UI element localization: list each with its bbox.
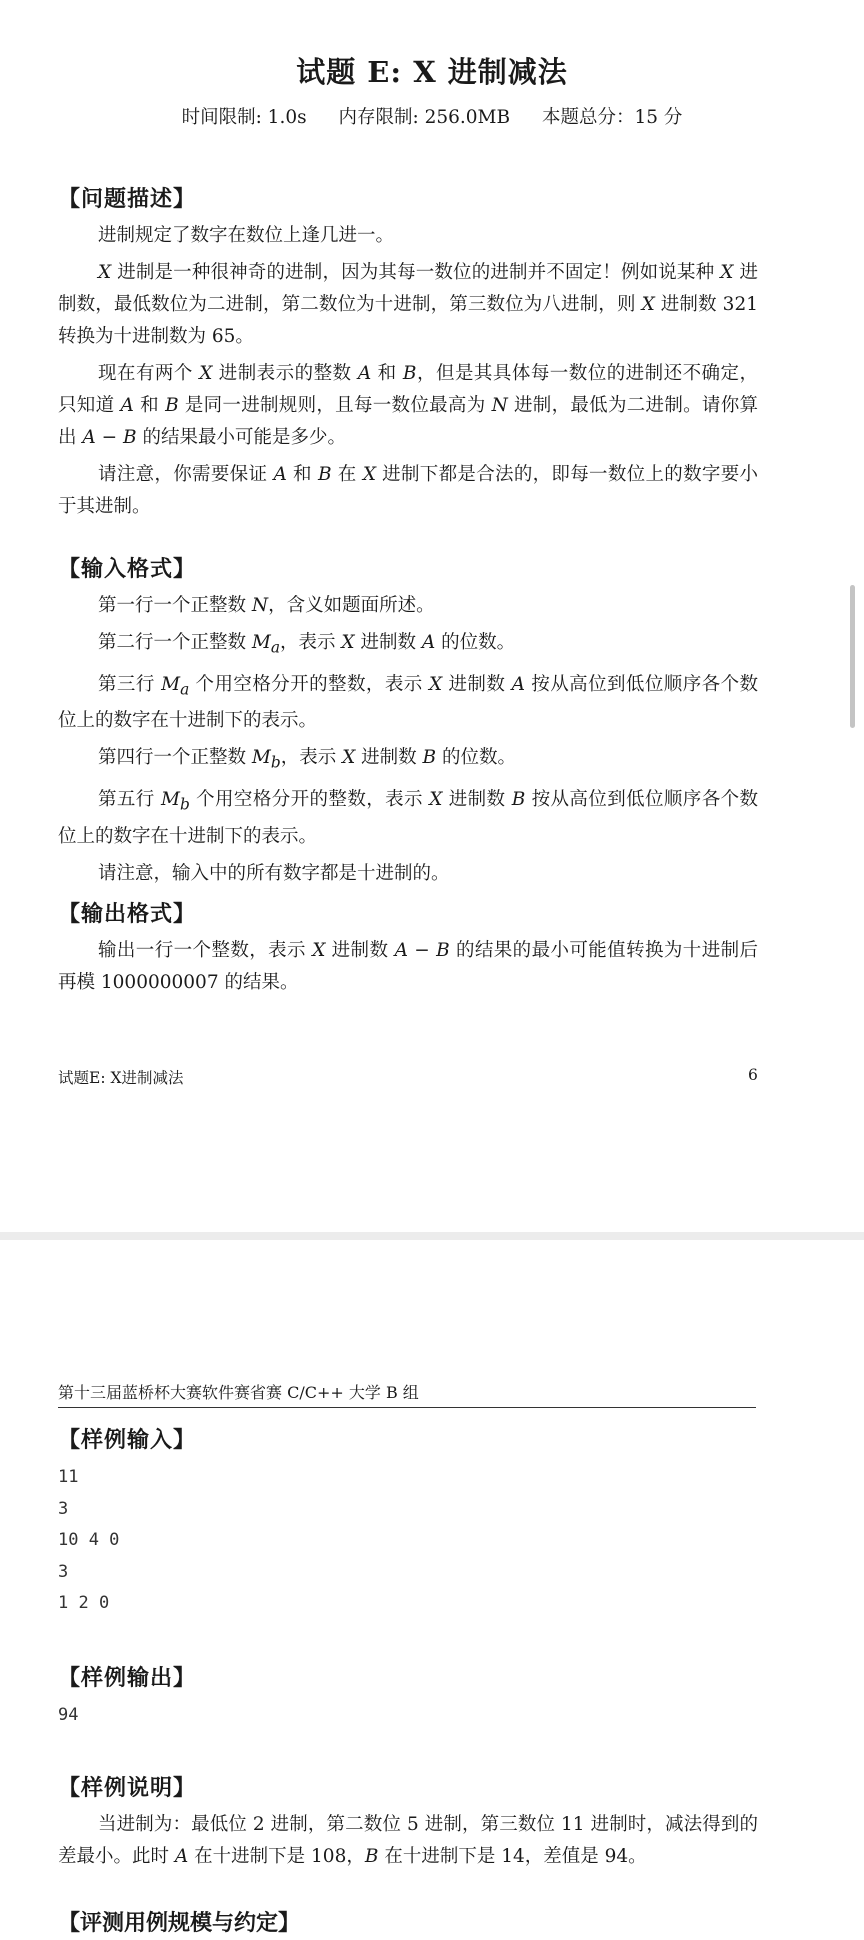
section-heading-sample-input: 【样例输入】: [58, 1428, 197, 1453]
problem-paragraph-2: X 进制是一种很神奇的进制，因为其每一数位的进制并不固定！例如说某种 X 进制数，最低数位为二进制，第二数位为十进制，第三数位为八进制，则 X 进制数 321 转换为十进制数为 65。: [58, 262, 758, 347]
input-line-4: 第四行一个正整数 $M_b$，表示 X 进制数 B 的位数。: [98, 747, 517, 773]
problem-paragraph-3: 现在有两个 X 进制表示的整数 A 和 B，但是其具体每一数位的进制还不确定，只知道 A 和 B 是同一进制规则，且每一数位最高为 N 进制，最低为二进制。请你算出 A − B 的结果最小可能是多少。: [58, 363, 758, 448]
input-line-2: 第二行一个正整数 $M_a$，表示 X 进制数 A 的位数。: [98, 632, 516, 657]
page-7: [0, 1240, 864, 1936]
sample-explanation-section: [58, 1773, 758, 1873]
code-line: 94: [58, 1705, 79, 1725]
sample-input-block: [58, 1462, 758, 1620]
sample-output-block: [58, 1700, 758, 1732]
total-score: 本题总分：15 分: [542, 107, 683, 128]
problem-title: 试题 E: X 进制减法: [296, 55, 568, 89]
input-line-5: 第五行 $M_b$ 个用空格分开的整数，表示 X 进制数 B 按从高位到低位顺序各个数位上的数字在十进制下的表示。: [58, 789, 759, 847]
scrollbar-thumb[interactable]: [850, 585, 855, 728]
input-line-3: 第三行 $M_a$ 个用空格分开的整数，表示 X 进制数 A 按从高位到低位顺序各个数位上的数字在十进制下的表示。: [58, 673, 758, 732]
section-heading-output: 【输出格式】: [58, 902, 197, 927]
sample-input-section: [58, 1425, 758, 1620]
section-heading-explanation: 【样例说明】: [58, 1776, 197, 1801]
problem-paragraph-4: 请注意，你需要保证 A 和 B 在 X 进制下都是合法的，即每一数位上的数字要小于其进制。: [58, 464, 758, 517]
explanation-paragraph: 当进制为：最低位 2 进制，第二数位 5 进制，第三数位 11 进制时，减法得到的差最小。此时 A 在十进制下是 108，B 在十进制下是 14，差值是 94。: [58, 1814, 758, 1867]
input-line-6: 请注意，输入中的所有数字都是十进制的。: [98, 862, 450, 884]
problem-paragraph-1: 进制规定了数字在数位上逢几进一。: [98, 225, 395, 246]
sample-output-section: [58, 1663, 758, 1732]
section-heading-constraints: 【评测用例规模与约定】: [58, 1911, 301, 1936]
page-number: 6: [748, 1066, 758, 1084]
code-line: 3: [58, 1561, 69, 1582]
output-format-section: [58, 899, 758, 999]
section-heading-input: 【输入格式】: [58, 557, 197, 582]
problem-meta: [0, 103, 864, 129]
page-footer-title: 试题E: X进制减法: [58, 1069, 184, 1087]
memory-limit: 内存限制: 256.0MB: [338, 107, 511, 128]
running-header: 第十三届蓝桥杯大赛软件赛省赛 C/C++ 大学 B 组: [58, 1380, 756, 1408]
code-line: 10 4 0: [58, 1530, 120, 1550]
input-line-1: 第一行一个正整数 N，含义如题面所述。: [98, 595, 435, 616]
output-paragraph: 输出一行一个整数，表示 X 进制数 A − B 的结果的最小可能值转换为十进制后再模 1000000007 的结果。: [58, 940, 758, 993]
page-separator: [0, 1232, 864, 1240]
problem-description-section: [58, 184, 758, 523]
input-format-section: [58, 554, 758, 890]
code-line: 1 2 0: [58, 1593, 110, 1613]
code-line: 11: [58, 1467, 79, 1487]
code-line: 3: [58, 1498, 69, 1519]
section-heading-sample-output: 【样例输出】: [58, 1666, 197, 1691]
section-heading-problem: 【问题描述】: [58, 187, 197, 212]
time-limit: 时间限制: 1.0s: [181, 107, 307, 128]
